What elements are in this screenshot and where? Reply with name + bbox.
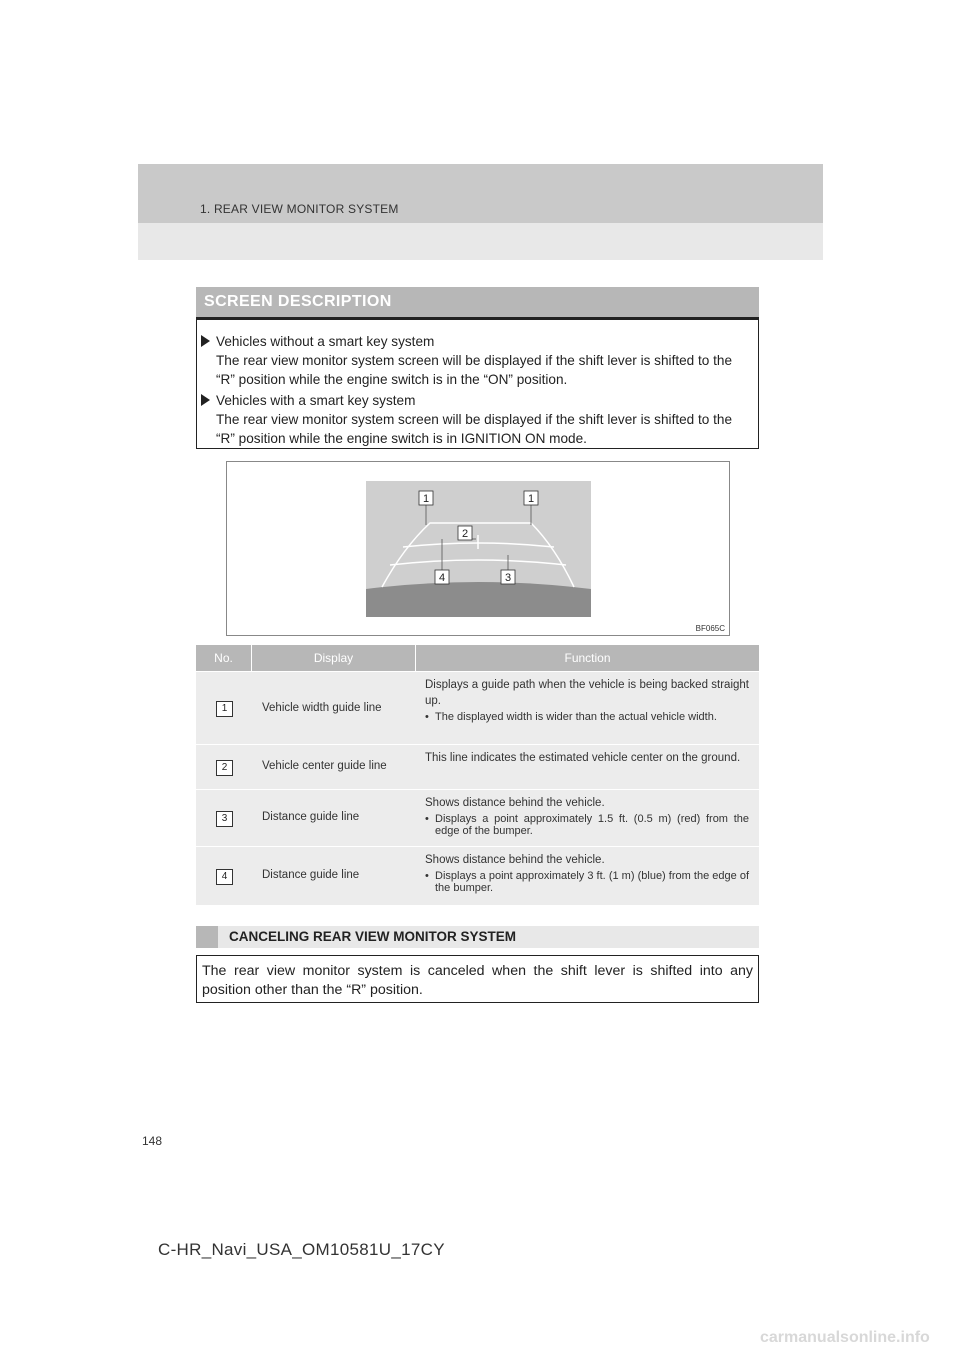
function-lead: Shows distance behind the vehicle. [425, 854, 605, 866]
description-line: “R” position while the engine switch is in the “ON” position. [216, 372, 568, 387]
function-bullet: • Displays a point approximately 3 ft. (1 m) (blue) from the edge of the bumper. [425, 870, 749, 894]
row-display: Vehicle center guide line [262, 760, 387, 772]
description-heading: Vehicles without a smart key system [216, 334, 435, 349]
section-header: 1. REAR VIEW MONITOR SYSTEM [200, 202, 399, 216]
column-header-function: Function [564, 651, 611, 665]
figure-code: BF065C [695, 624, 725, 633]
function-lead: Shows distance behind the vehicle. [425, 797, 605, 809]
description-line: The rear view monitor system screen will be displayed if the shift lever is shifted to the [216, 353, 733, 368]
function-bullet: • The displayed width is wider than the actual vehicle width. [425, 711, 749, 723]
table-row [196, 745, 759, 789]
table-row [196, 790, 759, 846]
row-function [425, 750, 749, 766]
table-header [196, 645, 759, 671]
row-number: 3 [216, 811, 233, 827]
column-header-no: No. [214, 651, 233, 665]
description-heading: Vehicles with a smart key system [216, 393, 416, 408]
canceling-text: The rear view monitor system is canceled when the shift lever is shifted into any position other than the “R” position. [202, 963, 753, 998]
table-row [196, 847, 759, 905]
row-number: 2 [216, 760, 233, 776]
row-number: 4 [216, 869, 233, 885]
row-function [425, 677, 749, 723]
row-function [425, 852, 749, 894]
rear-view-monitor-illustration [366, 481, 591, 617]
callout-label: 2 [461, 528, 469, 540]
monitor-figure [226, 461, 730, 636]
header-band [138, 164, 823, 260]
section-marker [196, 926, 218, 948]
function-bullet: • Displays a point approximately 1.5 ft. (0.5 m) (red) from the edge of the bumper. [425, 813, 749, 837]
callout-label: 1 [527, 493, 535, 505]
arrow-right-icon [201, 335, 210, 347]
watermark: carmanualsonline.info [760, 1329, 930, 1346]
arrow-right-icon [201, 394, 210, 406]
canceling-title: CANCELING REAR VIEW MONITOR SYSTEM [229, 929, 517, 944]
footer-code: C-HR_Navi_USA_OM10581U_17CY [158, 1240, 445, 1259]
screen-description-box [196, 320, 759, 449]
description-line: The rear view monitor system screen will be displayed if the shift lever is shifted to the [216, 412, 733, 427]
section-title: SCREEN DESCRIPTION [204, 293, 392, 310]
row-function [425, 795, 749, 837]
canceling-box [196, 955, 759, 1003]
row-display: Distance guide line [262, 869, 360, 881]
screen-description-bar [196, 287, 759, 320]
description-line: “R” position while the engine switch is in IGNITION ON mode. [216, 431, 587, 446]
header-top [138, 164, 823, 223]
column-header-display: Display [313, 651, 354, 665]
row-number: 1 [216, 701, 233, 717]
callout-label: 3 [504, 572, 512, 584]
row-display: Vehicle width guide line [262, 702, 382, 714]
callout-label: 1 [422, 493, 430, 505]
row-display: Distance guide line [262, 811, 360, 823]
canceling-bar [196, 926, 759, 948]
function-lead: This line indicates the estimated vehicle center on the ground. [425, 752, 741, 764]
page-number: 148 [142, 1134, 163, 1148]
callout-label: 4 [438, 572, 446, 584]
table-row [196, 672, 759, 744]
function-lead: Displays a guide path when the vehicle is being backed straight up. [425, 679, 749, 707]
